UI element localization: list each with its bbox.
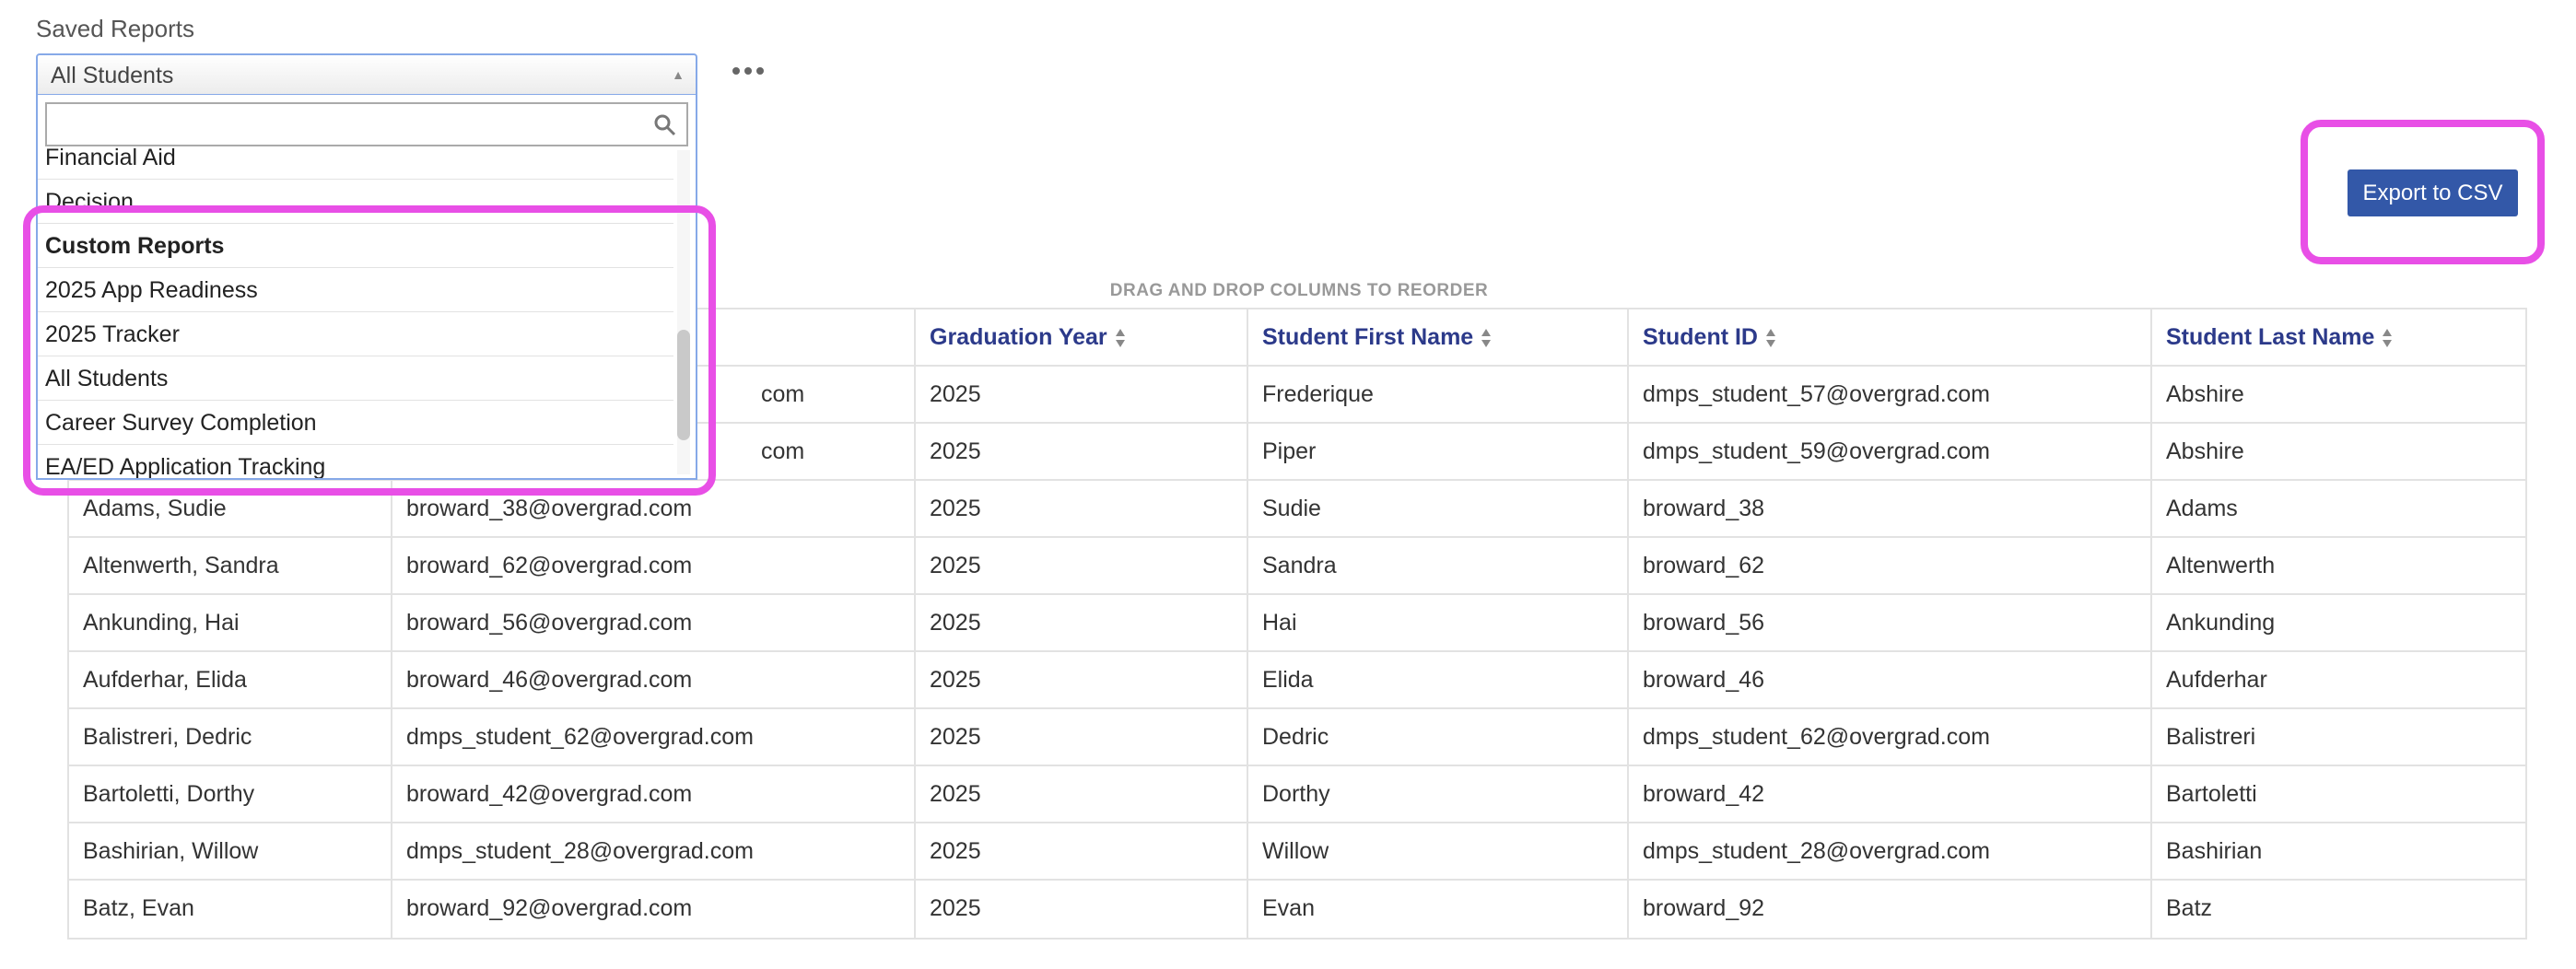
table-cell: Aufderhar	[2166, 667, 2267, 693]
table-cell: Frederique	[1248, 367, 1629, 422]
table-cell: dmps_student_62@overgrad.com	[392, 709, 916, 765]
table-cell: broward_56@overgrad.com	[392, 595, 916, 650]
table-cell: Batz	[2166, 895, 2213, 921]
export-csv-button[interactable]: Export to CSV	[2348, 169, 2518, 216]
table-cell: Bartoletti, Dorthy	[69, 766, 392, 822]
table-cell: Abshire	[2166, 381, 2244, 407]
dropdown-option[interactable]: 2025 Tracker	[38, 312, 673, 356]
table-cell: broward_46	[1629, 652, 2152, 707]
table-row[interactable]	[69, 881, 2525, 938]
table-cell: Bashirian	[2166, 838, 2263, 864]
dropdown-option[interactable]: 2025 App Readiness	[38, 268, 673, 312]
more-options-icon[interactable]	[732, 57, 769, 85]
table-cell: 2025	[916, 367, 1248, 422]
table-cell: dmps_student_57@overgrad.com	[1629, 367, 2152, 422]
table-cell: Balistreri	[2166, 724, 2256, 750]
table-row[interactable]	[69, 766, 2525, 823]
dropdown-option[interactable]: Career Survey Completion	[38, 401, 673, 445]
caret-up-icon: ▲	[672, 67, 685, 82]
sort-icon[interactable]	[1481, 328, 1492, 348]
table-cell: Sudie	[1248, 481, 1629, 536]
table-cell: broward_38	[1629, 481, 2152, 536]
table-cell: 2025	[916, 595, 1248, 650]
column-header[interactable]	[1248, 309, 1629, 365]
table-cell: Bartoletti	[2166, 781, 2257, 807]
saved-reports-label: Saved Reports	[36, 15, 194, 42]
sort-icon[interactable]	[1115, 328, 1126, 348]
table-cell: Dedric	[1248, 709, 1629, 765]
table-cell: dmps_student_28@overgrad.com	[1629, 823, 2152, 879]
table-cell: 2025	[916, 709, 1248, 765]
table-cell: dmps_student_59@overgrad.com	[1629, 424, 2152, 479]
table-cell: 2025	[916, 424, 1248, 479]
table-cell: Bashirian, Willow	[69, 823, 392, 879]
highlight-custom-reports	[23, 205, 716, 496]
dropdown-option[interactable]: EA/ED Application Tracking	[38, 445, 673, 480]
table-cell: Altenwerth	[2166, 553, 2276, 578]
dropdown-search-input[interactable]	[45, 102, 688, 146]
table-cell: broward_56	[1629, 595, 2152, 650]
table-cell: broward_92	[1629, 881, 2152, 938]
table-cell: broward_42	[1629, 766, 2152, 822]
column-header[interactable]	[2152, 309, 2525, 365]
dropdown-option[interactable]: Financial Aid	[38, 146, 673, 180]
table-cell: dmps_student_28@overgrad.com	[392, 823, 916, 879]
table-cell: Elida	[1248, 652, 1629, 707]
table-cell: broward_46@overgrad.com	[392, 652, 916, 707]
table-cell: Hai	[1248, 595, 1629, 650]
sort-icon[interactable]	[2382, 328, 2393, 348]
table-cell: Sandra	[1248, 538, 1629, 593]
select-value: All Students	[51, 63, 174, 88]
table-cell: 2025	[916, 881, 1248, 938]
table-cell: broward_62	[1629, 538, 2152, 593]
drag-drop-hint: DRAG AND DROP COLUMNS TO REORDER	[1109, 281, 1489, 300]
table-row[interactable]	[69, 823, 2525, 881]
column-header-label: Student First Name	[1262, 324, 1474, 350]
table-row[interactable]	[69, 709, 2525, 766]
column-header[interactable]	[1629, 309, 2152, 365]
column-header[interactable]	[916, 309, 1248, 365]
table-cell: dmps_student_62@overgrad.com	[1629, 709, 2152, 765]
table-cell: 2025	[916, 823, 1248, 879]
table-row[interactable]	[69, 538, 2525, 595]
table-cell: Evan	[1248, 881, 1629, 938]
table-cell: 2025	[916, 766, 1248, 822]
search-icon	[653, 113, 677, 137]
dropdown-option[interactable]: All Students	[38, 356, 673, 401]
table-cell: Dorthy	[1248, 766, 1629, 822]
dropdown-group-header: Custom Reports	[38, 224, 673, 268]
table-cell: broward_42@overgrad.com	[392, 766, 916, 822]
table-cell: 2025	[916, 652, 1248, 707]
dropdown-option[interactable]: Decision	[38, 180, 673, 224]
table-cell: Altenwerth, Sandra	[69, 538, 392, 593]
table-cell: broward_62@overgrad.com	[392, 538, 916, 593]
table-cell: broward_38@overgrad.com	[392, 481, 916, 536]
column-header-label: Student Last Name	[2166, 324, 2375, 350]
table-cell: 2025	[916, 538, 1248, 593]
table-cell: Willow	[1248, 823, 1629, 879]
table-cell: Balistreri, Dedric	[69, 709, 392, 765]
column-header-label: Graduation Year	[930, 324, 1107, 350]
table-cell: Aufderhar, Elida	[69, 652, 392, 707]
table-cell: broward_92@overgrad.com	[392, 881, 916, 938]
column-header-label: Student ID	[1643, 324, 1758, 350]
table-cell: Abshire	[2166, 438, 2244, 464]
table-cell: Batz, Evan	[69, 881, 392, 938]
table-cell: Adams, Sudie	[69, 481, 392, 536]
table-cell: Ankunding, Hai	[69, 595, 392, 650]
table-cell: Piper	[1248, 424, 1629, 479]
table-row[interactable]	[69, 595, 2525, 652]
table-cell: com	[392, 367, 916, 422]
table-row[interactable]	[69, 652, 2525, 709]
table-cell: 2025	[916, 481, 1248, 536]
table-cell: com	[392, 424, 916, 479]
table-cell: Ankunding	[2166, 610, 2276, 636]
table-cell: Adams	[2166, 496, 2238, 521]
saved-reports-select[interactable]	[36, 53, 697, 96]
sort-icon[interactable]	[1765, 328, 1776, 348]
